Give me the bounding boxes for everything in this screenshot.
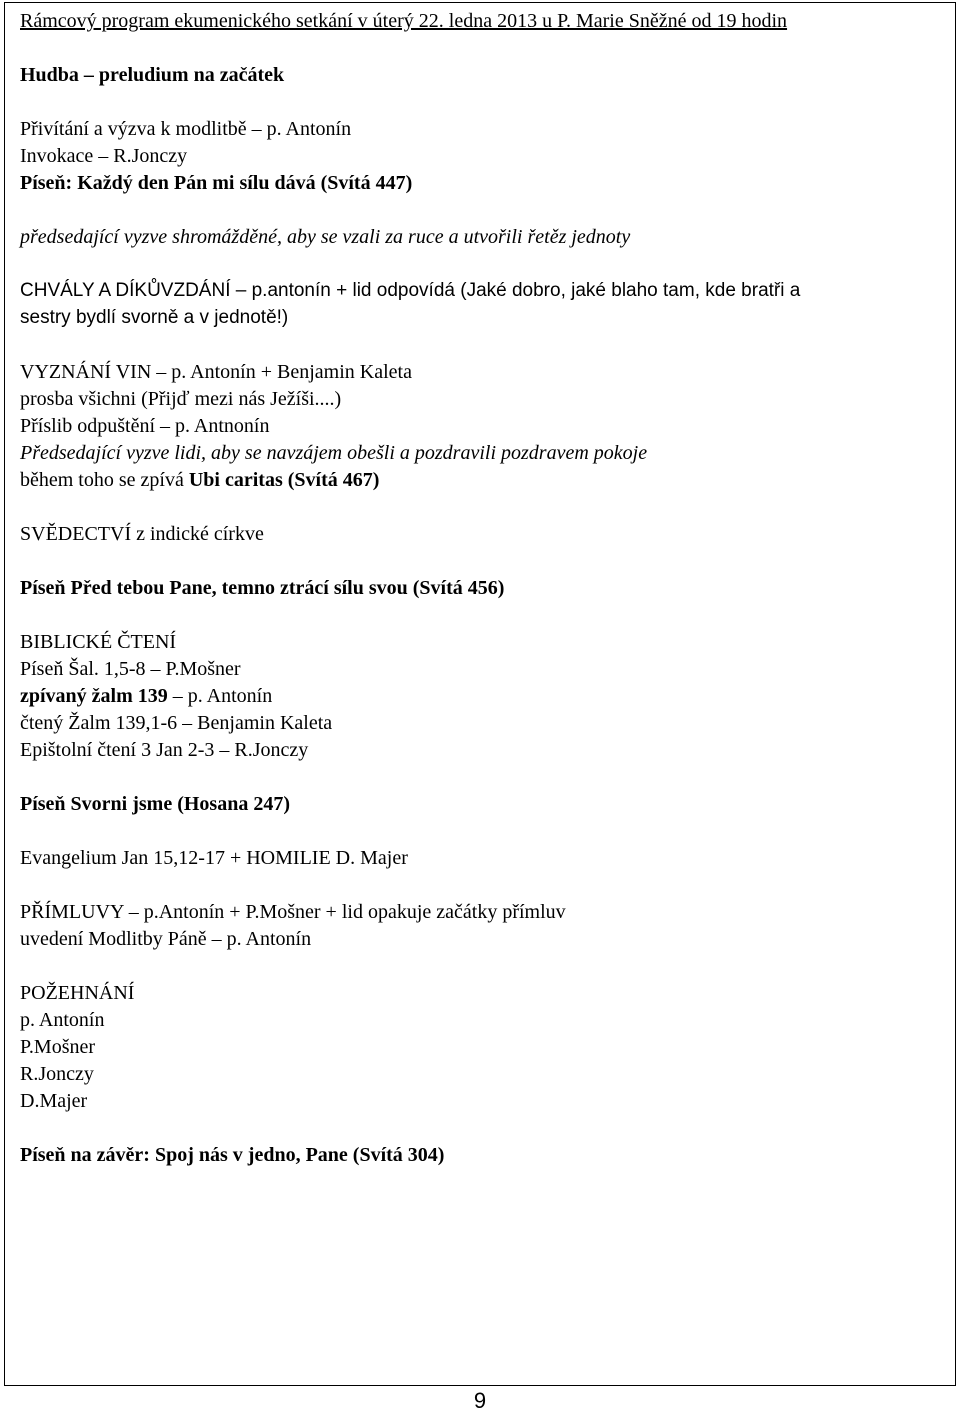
line-epistolni-cteni: Epištolní čtení 3 Jan 2-3 – R.Jonczy bbox=[20, 739, 309, 761]
line-pozehnani-majer: D.Majer bbox=[20, 1090, 88, 1112]
line-hudba: Hudba – preludium na začátek bbox=[20, 64, 285, 86]
line-ubi-caritas bbox=[20, 468, 379, 492]
page-number: 9 bbox=[473, 1388, 487, 1413]
line-sestry: sestry bydlí svorně a v jednotě!) bbox=[20, 307, 289, 328]
line-pozehnani-antonin: p. Antonín bbox=[20, 1009, 105, 1031]
line-retez-jednoty: předsedající vyzve shromážděné, aby se vzali za ruce a utvořili řetěz jednoty bbox=[20, 226, 631, 248]
line-pisen-na-zaver: Píseň na závěr: Spoj nás v jedno, Pane (Svítá 304) bbox=[20, 1144, 445, 1166]
line-vyznani-vin: VYZNÁNÍ VIN – p. Antonín + Benjamin Kaleta bbox=[20, 361, 412, 383]
line-cteny-zalm: čtený Žalm 139,1-6 – Benjamin Kaleta bbox=[20, 712, 333, 734]
line-modlitba-pane: uvedení Modlitby Páně – p. Antonín bbox=[20, 928, 312, 950]
ubi-caritas-title: Ubi caritas bbox=[188, 469, 283, 491]
line-chvaly: CHVÁLY A DÍKŮVZDÁNÍ – p.antonín + lid odpovídá (Jaké dobro, jaké blaho tam, kde bratři a bbox=[20, 280, 801, 301]
zpivany-zalm-title: zpívaný žalm 139 bbox=[20, 685, 168, 707]
ubi-caritas-ref: (Svítá 467) bbox=[282, 469, 380, 491]
line-biblicke-cteni: BIBLICKÉ ČTENÍ bbox=[20, 631, 177, 653]
line-pisen-pred-tebou: Píseň Před tebou Pane, temno ztrácí sílu svou (Svítá 456) bbox=[20, 577, 505, 599]
line-predsedajici-pokoj: Předsedající vyzve lidi, aby se navzájem obešli a pozdravili pozdravem pokoje bbox=[20, 442, 648, 464]
line-invokace: Invokace – R.Jonczy bbox=[20, 145, 188, 167]
line-pisen-svorni: Píseň Svorni jsme (Hosana 247) bbox=[20, 793, 290, 815]
line-primluvy: PŘÍMLUVY – p.Antonín + P.Mošner + lid opakuje začátky přímluv bbox=[20, 901, 566, 923]
page-header: Rámcový program ekumenického setkání v úterý 22. ledna 2013 u P. Marie Sněžné od 19 hodin bbox=[20, 10, 788, 32]
line-pozehnani: POŽEHNÁNÍ bbox=[20, 982, 135, 1004]
line-svedectvi: SVĚDECTVÍ z indické církve bbox=[20, 523, 264, 545]
ubi-caritas-prefix: během toho se zpívá bbox=[20, 469, 189, 491]
line-zpivany-zalm bbox=[20, 684, 272, 708]
line-pisen-kazdy-den: Píseň: Každý den Pán mi sílu dává (Svítá 447) bbox=[20, 172, 413, 194]
line-privitani: Přivítání a výzva k modlitbě – p. Antonín bbox=[20, 118, 352, 140]
line-prosba: prosba všichni (Přijď mezi nás Ježíši....) bbox=[20, 388, 342, 410]
line-pozehnani-mosner: P.Mošner bbox=[20, 1036, 96, 1058]
line-prislib: Příslib odpuštění – p. Antnonín bbox=[20, 415, 270, 437]
line-evangelium: Evangelium Jan 15,12-17 + HOMILIE D. Majer bbox=[20, 847, 408, 869]
line-pisen-sal: Píseň Šal. 1,5-8 – P.Mošner bbox=[20, 658, 241, 680]
line-pozehnani-jonczy: R.Jonczy bbox=[20, 1063, 94, 1085]
zpivany-zalm-reader: – p. Antonín bbox=[167, 685, 273, 707]
